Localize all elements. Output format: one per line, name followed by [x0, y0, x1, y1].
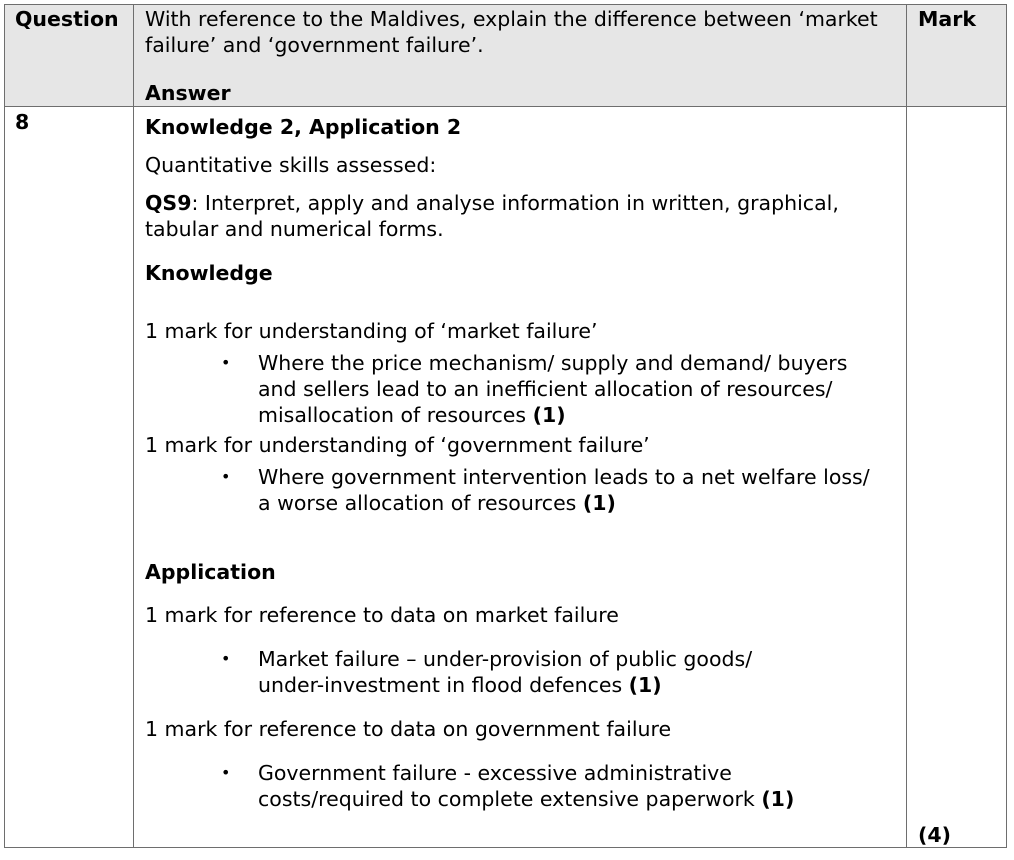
knowledge-criterion-1: 1 mark for understanding of ‘market failure’ [145, 319, 598, 343]
knowledge-heading: Knowledge [145, 261, 273, 285]
application-2-mark: (1) [761, 787, 795, 811]
assessment-objectives: Knowledge 2, Application 2 [145, 115, 462, 139]
mark-column-header: Mark [918, 7, 976, 31]
qs-line-1 [145, 190, 839, 216]
bullet-icon: • [221, 467, 231, 486]
knowledge-1-line-2: and sellers lead to an inefficient allocation of resources/ [258, 377, 833, 401]
bullet-icon: • [221, 763, 231, 782]
question-text-line-2: failure’ and ‘government failure’. [145, 33, 484, 57]
knowledge-2-line-1: Where government intervention leads to a net welfare loss/ [258, 465, 870, 489]
knowledge-1-mark: (1) [532, 403, 566, 427]
total-mark: (4) [918, 823, 952, 847]
answer-column-header: Answer [145, 81, 231, 105]
application-criterion-2: 1 mark for reference to data on government failure [145, 717, 672, 741]
application-heading: Application [145, 560, 276, 584]
application-1-mark: (1) [628, 673, 662, 697]
column-divider-mark [906, 5, 907, 847]
knowledge-1-line-3 [258, 402, 566, 428]
question-column-header: Question [15, 7, 119, 31]
bullet-icon: • [221, 353, 231, 372]
qs-intro: Quantitative skills assessed: [145, 153, 437, 177]
knowledge-2-mark: (1) [582, 491, 616, 515]
question-text-line-1: With reference to the Maldives, explain the difference between ‘market [145, 7, 878, 31]
qs-desc-1: : Interpret, apply and analyse information in written, graphical, [191, 191, 839, 215]
mark-scheme-table [4, 4, 1007, 848]
qs-line-2: tabular and numerical forms. [145, 217, 444, 241]
knowledge-1-line-1: Where the price mechanism/ supply and demand/ buyers [258, 351, 848, 375]
application-2-line-2 [258, 786, 794, 812]
qs-code: QS9 [145, 191, 192, 215]
application-criterion-1: 1 mark for reference to data on market failure [145, 603, 619, 627]
application-2-text-2: costs/required to complete extensive paperwork [258, 787, 762, 811]
question-number: 8 [15, 110, 30, 134]
application-1-line-2 [258, 672, 662, 698]
column-divider-question [133, 5, 134, 847]
application-2-line-1: Government failure - excessive administrative [258, 761, 732, 785]
application-1-line-1: Market failure – under-provision of public goods/ [258, 647, 753, 671]
knowledge-2-line-2 [258, 490, 616, 516]
application-1-text-2: under-investment in flood defences [258, 673, 629, 697]
header-divider [5, 106, 1006, 107]
knowledge-2-text-2: a worse allocation of resources [258, 491, 583, 515]
bullet-icon: • [221, 649, 231, 668]
knowledge-1-text-3: misallocation of resources [258, 403, 533, 427]
knowledge-criterion-2: 1 mark for understanding of ‘government failure’ [145, 433, 650, 457]
